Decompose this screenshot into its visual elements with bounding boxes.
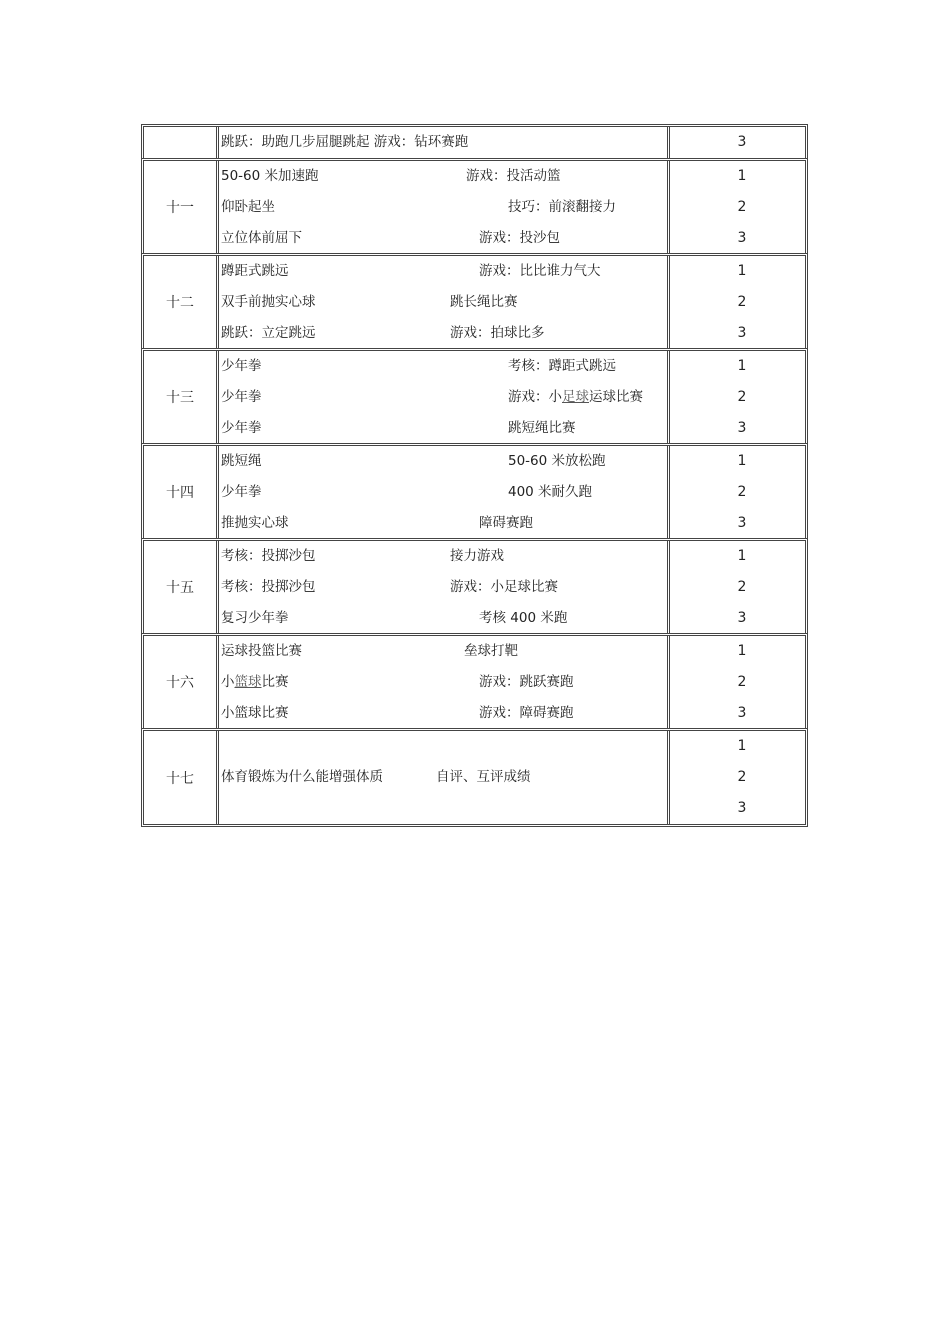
activity-text: 考核：投掷沙包 <box>221 579 316 595</box>
activity-text: 推抛实心球 <box>221 515 289 531</box>
lesson-number: 3 <box>737 515 747 531</box>
number-cell <box>670 351 805 443</box>
number-cell <box>670 636 805 728</box>
activity-text: 跳跃：立定跳远 <box>221 325 316 341</box>
lesson-number: 2 <box>737 389 747 405</box>
activity-text: 仰卧起坐 <box>221 199 275 215</box>
activity-text: 跳短绳 <box>221 453 262 469</box>
lesson-number: 3 <box>737 325 747 341</box>
activity-text: 复习少年拳 <box>221 610 289 626</box>
activity-text: 跳短绳比赛 <box>508 420 576 436</box>
activity-text: 自评、互评成绩 <box>436 769 531 785</box>
activity-text: 400 米耐久跑 <box>508 484 593 500</box>
lesson-number: 3 <box>737 420 747 436</box>
activity-text: 蹲距式跳远 <box>221 263 289 279</box>
activity-text: 少年拳 <box>221 389 262 405</box>
activity-text: 体育锻炼为什么能增强体质 <box>221 769 383 785</box>
lesson-number: 2 <box>737 579 747 595</box>
lesson-number: 1 <box>737 263 747 279</box>
activity-text: 考核：蹲距式跳远 <box>508 358 616 374</box>
schedule-table <box>141 124 808 827</box>
content-cell <box>219 256 670 348</box>
content-cell <box>219 446 670 538</box>
table-row <box>141 124 808 158</box>
table-row <box>141 158 808 253</box>
activity-text: 少年拳 <box>221 420 262 436</box>
content-cell <box>219 731 670 824</box>
activity-text: 游戏：投活动篮 <box>466 168 561 184</box>
content-cell <box>219 351 670 443</box>
table-row <box>141 538 808 633</box>
week-cell <box>144 127 219 158</box>
activity-text: 少年拳 <box>221 358 262 374</box>
activity-text: 跳跃：助跑几步屈腿跳起 游戏：钻环赛跑 <box>221 134 469 150</box>
activity-text: 接力游戏 <box>450 548 504 564</box>
lesson-number: 2 <box>737 484 747 500</box>
lesson-number: 3 <box>737 705 747 721</box>
activity-text: 考核：投掷沙包 <box>221 548 316 564</box>
number-cell <box>670 256 805 348</box>
football-link[interactable]: 足球 <box>562 389 589 405</box>
table-row <box>141 443 808 538</box>
activity-text: 少年拳 <box>221 484 262 500</box>
activity-text: 跳长绳比赛 <box>450 294 518 310</box>
lesson-number: 1 <box>737 453 747 469</box>
lesson-number: 1 <box>737 358 747 374</box>
week-cell: 十六 <box>144 636 219 728</box>
lesson-number: 3 <box>737 134 747 150</box>
activity-text: 考核 400 米跑 <box>479 610 568 626</box>
activity-text: 游戏：跳跃赛跑 <box>479 674 574 690</box>
week-cell: 十四 <box>144 446 219 538</box>
lesson-number: 1 <box>737 643 747 659</box>
activity-text: 运球投篮比赛 <box>221 643 302 659</box>
activity-text: 立位体前屈下 <box>221 230 302 246</box>
activity-text: 游戏：比比谁力气大 <box>479 263 601 279</box>
activity-text: 游戏：小足球比赛 <box>450 579 558 595</box>
table-row <box>141 253 808 348</box>
content-cell <box>219 127 670 158</box>
activity-text: 障碍赛跑 <box>479 515 533 531</box>
week-cell: 十五 <box>144 541 219 633</box>
lesson-number: 2 <box>737 769 747 785</box>
activity-text: 游戏：障碍赛跑 <box>479 705 574 721</box>
lesson-number: 1 <box>737 738 747 754</box>
lesson-number: 2 <box>737 199 747 215</box>
content-cell <box>219 541 670 633</box>
table-row <box>141 633 808 728</box>
content-cell <box>219 636 670 728</box>
week-cell: 十二 <box>144 256 219 348</box>
lesson-number: 2 <box>737 674 747 690</box>
number-cell <box>670 161 805 253</box>
lesson-number: 1 <box>737 168 747 184</box>
activity-text: 运球比赛 <box>589 389 643 405</box>
lesson-number: 3 <box>737 610 747 626</box>
lesson-number: 1 <box>737 548 747 564</box>
table-row <box>141 348 808 443</box>
week-cell: 十七 <box>144 731 219 824</box>
activity-text: 游戏：投沙包 <box>479 230 560 246</box>
lesson-number: 3 <box>737 800 747 816</box>
activity-text: 50-60 米放松跑 <box>508 453 606 469</box>
activity-text: 游戏：小 <box>508 389 562 405</box>
basketball-link[interactable]: 篮球 <box>234 674 262 690</box>
activity-text: 小篮球比赛 <box>221 705 289 721</box>
activity-text: 垒球打靶 <box>464 643 518 659</box>
activity-text: 小 <box>221 674 235 690</box>
number-cell <box>670 127 805 158</box>
number-cell <box>670 446 805 538</box>
number-cell <box>670 541 805 633</box>
lesson-number: 3 <box>737 230 747 246</box>
activity-text: 双手前抛实心球 <box>221 294 316 310</box>
activity-text: 50-60 米加速跑 <box>221 168 319 184</box>
activity-text: 游戏：拍球比多 <box>450 325 545 341</box>
activity-text: 技巧：前滚翻接力 <box>508 199 616 215</box>
number-cell <box>670 731 805 824</box>
week-cell: 十三 <box>144 351 219 443</box>
week-cell: 十一 <box>144 161 219 253</box>
lesson-number: 2 <box>737 294 747 310</box>
content-cell <box>219 161 670 253</box>
table-row <box>141 728 808 827</box>
activity-text: 比赛 <box>261 674 289 690</box>
